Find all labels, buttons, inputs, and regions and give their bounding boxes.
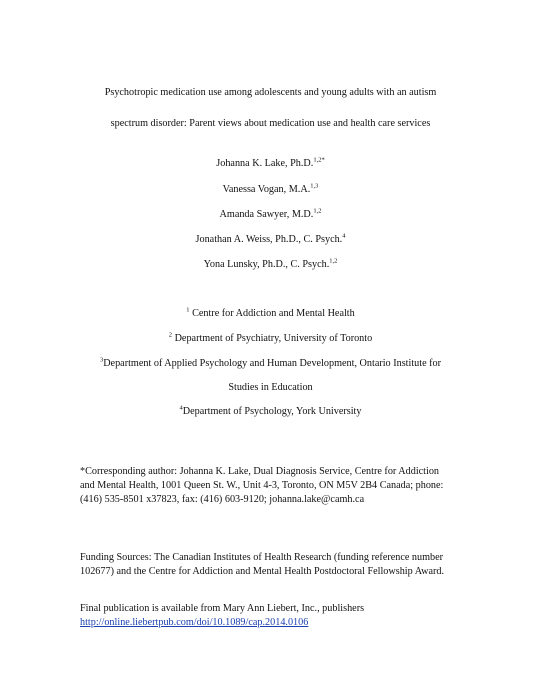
title-line-1: Psychotropic medication use among adolescents and young adults with an autism (104, 87, 437, 98)
publication-note (80, 602, 480, 630)
funding-line-2: 102677) and the Centre for Addiction and Mental Health Postdoctoral Fellowship Award. (80, 566, 445, 577)
publication-line: Final publication is available from Mary Ann Liebert, Inc., publishers (80, 603, 365, 614)
funding-sources (80, 551, 480, 579)
author: Johanna K. Lake, Ph.D.$^{1,2*}$ (216, 156, 325, 169)
affiliation: $^2$ Department of Psychiatry, University of Toronto (168, 331, 373, 344)
publication-link[interactable]: http://online.liebertpub.com/doi/10.1089/cap.2014.0106 (80, 617, 309, 628)
author: Yona Lunsky, Ph.D., C. Psych.$^{1,2}$ (203, 257, 338, 270)
corresponding-line-3: (416) 535-8501 x37823, fax: (416) 603-9120; johanna.lake@camh.ca (80, 494, 365, 505)
author: Vanessa Vogan, M.A.$^{1,3}$ (222, 182, 319, 195)
author: Amanda Sawyer, M.D.$^{1,2}$ (219, 207, 322, 220)
author: Jonathan A. Weiss, Ph.D., C. Psych.$^4$ (195, 232, 346, 245)
affiliation: $^3$Department of Applied Psychology and Human Development, Ontario Institute for (99, 356, 442, 369)
title-line-2: spectrum disorder: Parent views about medication use and health care services (110, 118, 431, 129)
corresponding-line-1: *Corresponding author: Johanna K. Lake, Dual Diagnosis Service, Centre for Addiction (80, 466, 440, 477)
corresponding-author (80, 465, 480, 507)
affiliation: $^4$Department of Psychology, York University (179, 404, 362, 417)
corresponding-line-2: and Mental Health, 1001 Queen St. W., Unit 4-3, Toronto, ON M5V 2B4 Canada; phone: (80, 480, 444, 491)
affiliation: $^1$ Centre for Addiction and Mental Health (186, 306, 355, 319)
affiliation: Studies in Education (228, 382, 313, 393)
funding-line-1: Funding Sources: The Canadian Institutes of Health Research (funding reference number (80, 552, 444, 563)
